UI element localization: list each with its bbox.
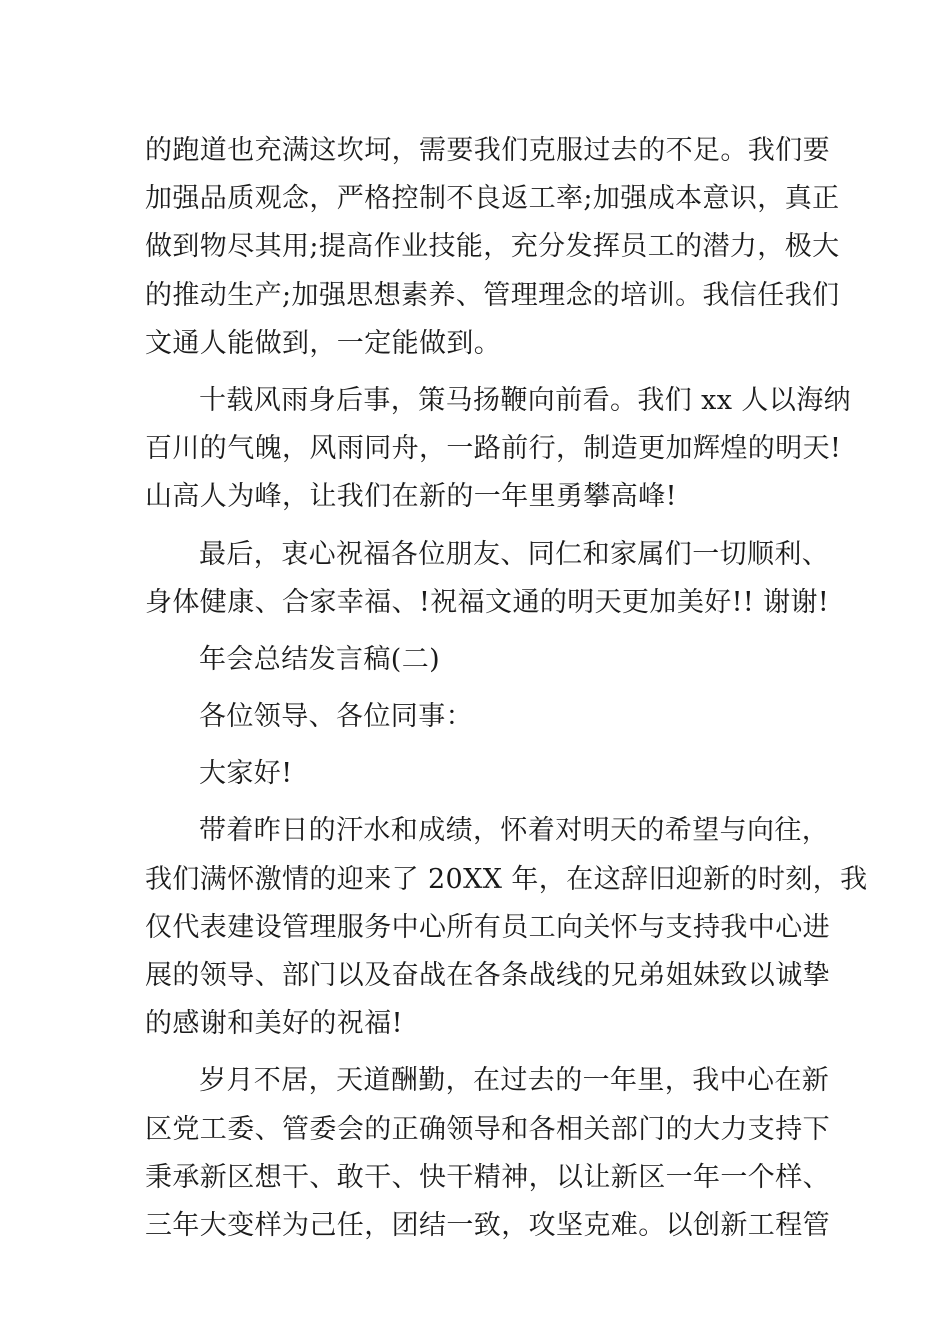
text-line: 我们满怀激情的迎来了 20XX 年，在这辞旧迎新的时刻，我 xyxy=(145,863,868,895)
paragraph xyxy=(145,377,852,522)
heading-text: 年会总结发言稿(二) xyxy=(199,643,441,675)
text-line: 秉承新区想干、敢干、快干精神，以让新区一年一个样、 xyxy=(145,1161,830,1193)
text-line: 的推动生产;加强思想素养、管理理念的培训。我信任我们 xyxy=(145,279,840,311)
text-line: 的跑道也充满这坎坷，需要我们克服过去的不足。我们要 xyxy=(145,135,830,166)
paragraph xyxy=(145,531,830,627)
greeting xyxy=(145,750,810,798)
text-line: 带着昨日的汗水和成绩，怀着对明天的希望与向往， xyxy=(199,815,830,847)
text-line: 大家好! xyxy=(199,758,293,790)
text-line: 展的领导、部门以及奋战在各条战线的兄弟姐妹致以诚挚 xyxy=(145,960,830,991)
paragraph xyxy=(145,807,868,1048)
text-line: 山高人为峰，让我们在新的一年里勇攀高峰! xyxy=(145,481,677,513)
text-line: 各位领导、各位同事： xyxy=(199,701,473,733)
text-line: 三年大变样为己任，团结一致，攻坚克难。以创新工程管 xyxy=(145,1209,830,1241)
paragraph xyxy=(145,127,840,368)
text-line: 做到物尽其用;提高作业技能，充分发挥员工的潜力，极大 xyxy=(145,231,840,263)
text-line: 岁月不居，天道酬勤，在过去的一年里，我中心在新 xyxy=(199,1065,830,1097)
text-line: 区党工委、管委会的正确领导和各相关部门的大力支持下 xyxy=(145,1113,830,1145)
salutation xyxy=(145,693,810,741)
section-heading xyxy=(145,636,810,684)
document-body xyxy=(145,127,868,1250)
text-line: 的感谢和美好的祝福! xyxy=(145,1008,403,1040)
text-line: 百川的气魄，风雨同舟，一路前行，制造更加辉煌的明天! xyxy=(145,433,842,465)
text-line: 身体健康、合家幸福、!祝福文通的明天更加美好!! 谢谢! xyxy=(145,586,830,618)
paragraph xyxy=(145,1057,830,1250)
text-line: 加强品质观念，严格控制不良返工率;加强成本意识，真正 xyxy=(145,183,840,215)
text-line: 最后，衷心祝福各位朋友、同仁和家属们一切顺利、 xyxy=(199,538,830,570)
text-line: 文通人能做到，一定能做到。 xyxy=(145,327,502,359)
text-line: 十载风雨身后事，策马扬鞭向前看。我们 xx 人以海纳 xyxy=(199,384,852,416)
text-line: 仅代表建设管理服务中心所有员工向关怀与支持我中心进 xyxy=(145,911,830,943)
